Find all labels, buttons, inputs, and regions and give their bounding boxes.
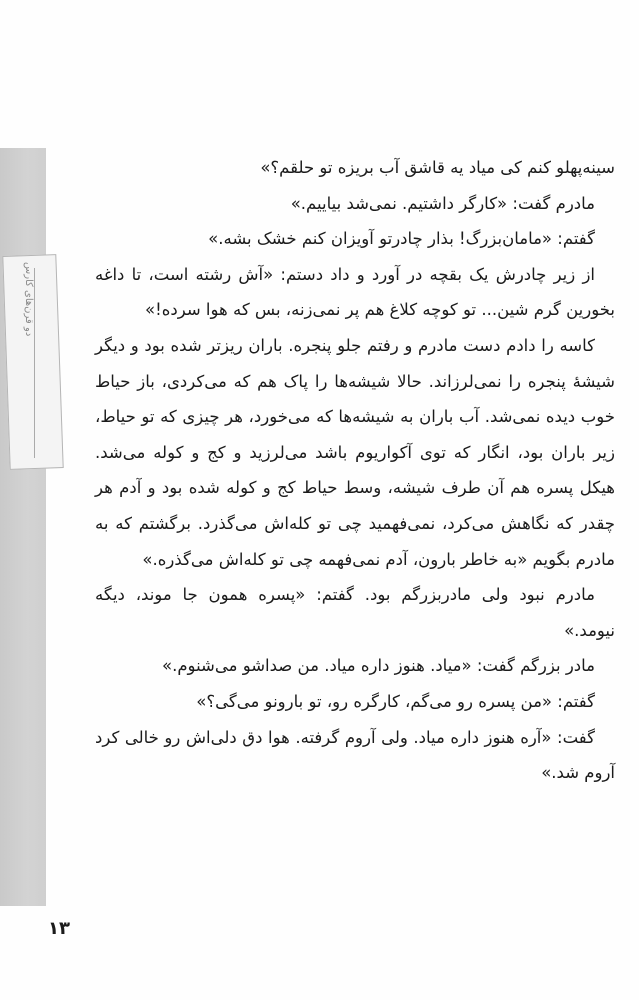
paragraph-2: مادرم گفت: «کارگر داشتیم. نمی‌شد بیاییم.»: [290, 193, 595, 213]
page-number: ۱۳: [48, 918, 70, 939]
paragraph-4: از زیر چادرش یک بقچه در آورد و داد دستم: «آش رشته است، تا داغه بخورین گرم شین... تو کوچه کلاغ هم پر نمی‌زنه، بس که هوا سرده!»: [95, 264, 615, 320]
paragraph-5: کاسه را دادم دست مادرم و رفتم جلو پنجره. باران ریزتر شده بود و دیگر شیشهٔ پنجره را نمی‌لرزاند. حالا شیشه‌ها را پاک هم که می‌کردی، باز حیاط خوب دیده نمی‌شد. آب باران به شیشه‌ها که می‌خورد، هر چیزی که تو حیاط، زیر باران بود، انگار که توی آکواریوم باشد می‌لرزید و کج و کوله می‌شد. هیکل پسره هم آن طرف شیشه، وسط حیاط کج و کوله شده بود و آدم هر چقدر که نگاهش می‌کرد، نمی‌فهمید چی تو کله‌اش می‌گذرد. برگشتم که به مادرم بگویم «به خاطر بارون، آدم نمی‌فهمه چی تو کله‌اش می‌گذره.»: [95, 335, 615, 569]
body-text: [95, 150, 615, 791]
paragraph-9: گفت: «آره هنوز داره میاد. ولی آروم گرفته. هوا دق دلی‌اش رو خالی کرد آروم شد.»: [95, 727, 615, 783]
paragraph-3: گفتم: «مامان‌بزرگ! بذار چادرتو آویزان کنم خشک بشه.»: [208, 229, 595, 249]
margin-label-line: [34, 268, 45, 458]
paragraph-6: مادرم نبود ولی مادربزرگم بود. گفتم: «پسره همون جا موند، دیگه نیومد.»: [95, 585, 615, 640]
margin-label-text: دو قرن‌های کارس: [23, 262, 34, 337]
paragraph-1: سینه‌پهلو کنم کی میاد یه قاشق آب بریزه تو حلقم؟»: [260, 158, 615, 177]
paragraph-7: مادر بزرگم گفت: «میاد. هنوز داره میاد. من صداشو می‌شنوم.»: [161, 656, 595, 676]
paragraph-8: گفتم: «من پسره رو می‌گم، کارگره رو، تو بارونو می‌گی؟»: [196, 691, 595, 711]
